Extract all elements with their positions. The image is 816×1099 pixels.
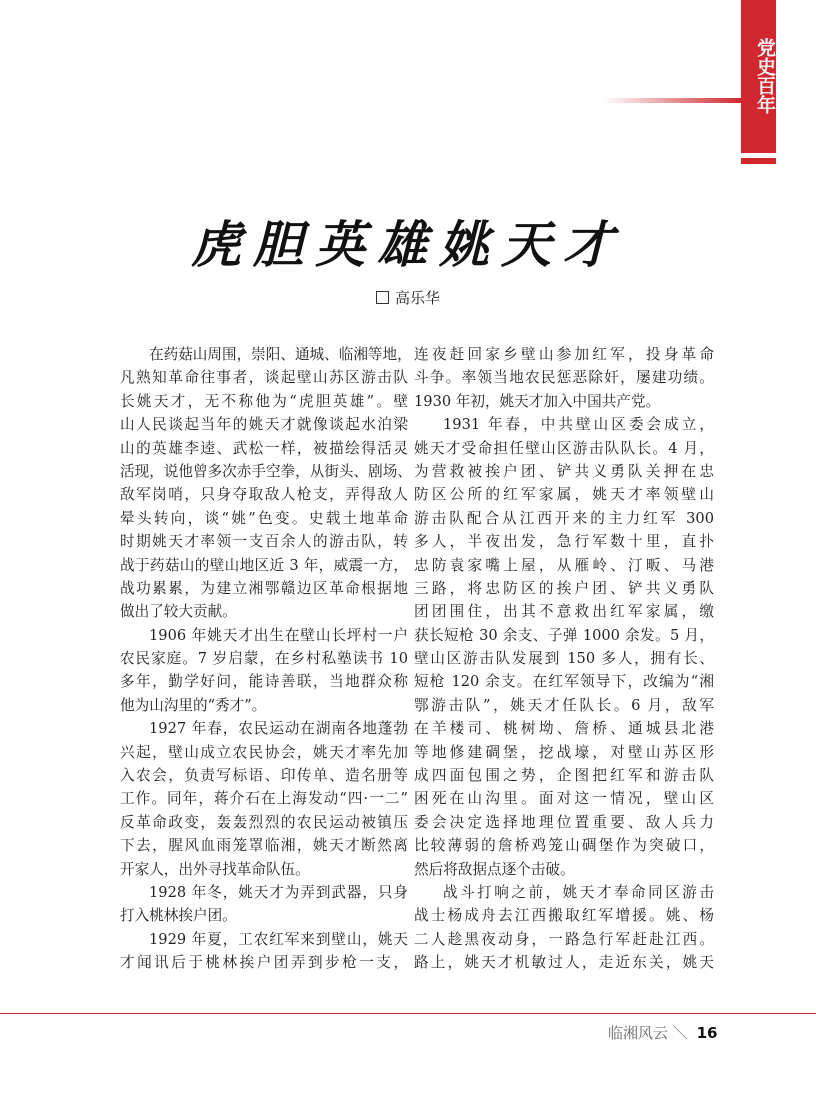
text-line: 然后将敌据点逐个击破。 [414, 860, 575, 878]
text-line: 三路，将忠防区的挨户团、铲共义勇队 [414, 579, 714, 597]
page-number: 16 [696, 1024, 718, 1042]
paragraph [120, 624, 408, 718]
text-line: 成四面包围之势，企图把红军和游击队 [414, 767, 714, 785]
text-line: 下去，腥风血雨笼罩临湘，姚天才断然离 [120, 837, 408, 855]
text-line: 战士杨成舟去江西搬取红军增援。姚、杨 [414, 907, 714, 925]
text-line: 获长短枪 30 余支、子弹 1000 余发。5 月， [414, 626, 714, 644]
text-line: 多人，半夜出发，急行军数十里，直扑 [414, 533, 714, 551]
text-line: 壁山区游击队发展到 150 多人，拥有长、 [414, 650, 714, 668]
text-line: 1906 年姚天才出生在壁山长坪村一户 [149, 626, 408, 644]
text-line: 晕头转向，谈“姚”色变。史载土地革命 [120, 509, 408, 527]
text-line: 山人民谈起当年的姚天才就像谈起水泊梁 [120, 416, 408, 434]
text-line: 打入桃林挨户团。 [120, 907, 237, 925]
text-line: 开家人，出外寻找革命队伍。 [120, 860, 310, 878]
text-line: 短枪 120 余支。在红军领导下，改编为“湘 [414, 673, 714, 691]
text-line: 1930 年初，姚天才加入中国共产党。 [414, 392, 661, 410]
text-line: 多年，勤学好问，能诗善联，当地群众称 [120, 673, 408, 691]
text-line: 反革命政变，轰轰烈烈的农民运动被镇压 [120, 813, 408, 831]
text-line: 游击队配合从江西开来的主力红军 300 [414, 509, 714, 527]
text-line: 困死在山沟里。面对这一情况，壁山区 [414, 790, 714, 808]
text-line: 在羊楼司、桃树坳、詹桥、通城县北港 [414, 720, 714, 738]
paragraph [120, 928, 408, 975]
section-tab-label: 党史百年 [754, 38, 776, 114]
section-tab [741, 0, 776, 153]
text-line: 路上，姚天才机敏过人，走近东关，姚天 [414, 954, 714, 972]
left-column [120, 343, 412, 975]
text-line: 长姚天才，无不称他为“虎胆英雄”。壁 [120, 392, 408, 410]
text-line: 1927 年春，农民运动在湖南各地蓬勃 [149, 720, 408, 738]
text-line: 比较薄弱的詹桥鸡笼山碉堡作为突破口， [414, 837, 714, 855]
text-line: 兴起，壁山成立农民协会，姚天才率先加 [120, 743, 408, 761]
magazine-name: 临湘风云 [608, 1024, 669, 1042]
text-line: 时期姚天才率领一支百余人的游击队，转 [120, 533, 408, 551]
text-line: 他为山沟里的“秀才”。 [120, 696, 267, 714]
text-line: 等地修建碉堡，挖战壕，对壁山苏区形 [414, 743, 714, 761]
author-name: 高乐华 [394, 289, 440, 307]
text-line: 为营救被挨户团、铲共义勇队关押在忠 [414, 462, 714, 480]
byline-box-icon [376, 291, 389, 304]
text-line: 才闻讯后于桃林挨户团弄到步枪一支， [120, 954, 408, 972]
text-line: 活现，说他曾多次赤手空拳，从街头、剧场、 [120, 462, 412, 480]
paragraph [414, 343, 714, 413]
text-line: 战于药菇山的壁山地区近 3 年，威震一方， [120, 556, 408, 574]
section-tab-underbar [741, 158, 776, 164]
text-line: 做出了较大贡献。 [120, 603, 237, 621]
page-footer [608, 1022, 717, 1043]
text-line: 入农会，负责写标语、印传单、造名册等 [120, 767, 408, 785]
text-line: 斗争。率领当地农民惩恶除奸，屡建功绩。 [414, 369, 714, 387]
text-line: 忠防袁家嘴上屋，从雁岭、汀畈、马港 [414, 556, 714, 574]
paragraph [120, 881, 408, 928]
text-line: 鄂游击队”，姚天才任队长。6 月，敌军 [414, 696, 714, 714]
text-line: 敌军岗哨，只身夺取敌人枪支，弄得敌人 [120, 486, 408, 504]
text-line: 连夜赶回家乡壁山参加红军，投身革命 [414, 346, 714, 363]
text-line: 团团围住，出其不意救出红军家属，缴 [414, 603, 714, 621]
text-line: 姚天才受命担任壁山区游击队队长。4 月， [414, 439, 714, 457]
text-line: 山的英雄李逵、武松一样，被描绘得活灵 [120, 439, 408, 457]
decorative-gradient-line [604, 98, 741, 103]
text-line: 在药菇山周围，崇阳、通城、临湘等地， [149, 346, 412, 363]
right-column [414, 343, 714, 975]
text-line: 战功累累，为建立湘鄂赣边区革命根据地 [120, 579, 408, 597]
paragraph [414, 881, 714, 975]
text-line: 农民家庭。7 岁启蒙，在乡村私塾读书 10 [120, 650, 408, 668]
text-line: 1931 年春，中共壁山区委会成立， [443, 416, 714, 434]
paragraph [120, 717, 408, 881]
text-line: 工作。同年，蒋介石在上海发动“四·一二” [120, 790, 408, 808]
footer-rule [0, 1013, 816, 1014]
paragraph [414, 413, 714, 881]
article-title: 虎胆英雄姚天才 [191, 215, 625, 274]
text-line: 1928 年冬，姚天才为弄到武器，只身 [149, 883, 408, 901]
text-line: 二人趁黑夜动身，一路急行军赶赴江西。 [414, 930, 714, 948]
footer-separator: ＼ [672, 1024, 688, 1042]
text-line: 委会决定选择地理位置重要、敌人兵力 [414, 813, 714, 831]
text-line: 战斗打响之前，姚天才奉命同区游击 [443, 883, 714, 901]
text-line: 1929 年夏，工农红军来到壁山，姚天 [149, 930, 408, 948]
byline [0, 287, 816, 308]
text-line: 凡熟知革命往事者，谈起壁山苏区游击队 [120, 369, 408, 387]
text-line: 防区公所的红军家属，姚天才率领壁山 [414, 486, 714, 504]
paragraph [120, 343, 412, 624]
